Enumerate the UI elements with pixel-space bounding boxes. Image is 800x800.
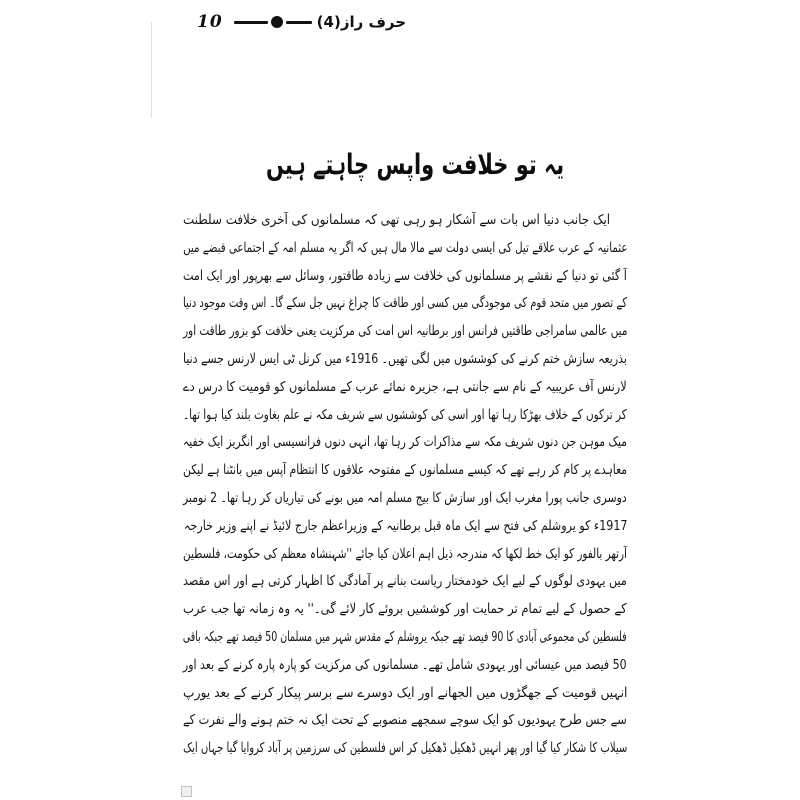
text-line: کے تصور میں متحد قوم کی موجودگی میں کسی اور طاقت کا چراغ نہیں جل سکے گا۔ اس وقت موجود دنیا	[183, 295, 627, 312]
text-line: دوسری جانب پورا مغرب ایک اور سازش کا بیج مسلم امہ میں بونے کی تیاریاں کر رہا تھا۔ 2 نومبر	[183, 489, 627, 506]
text-line: 50 فیصد میں عیسائی اور یہودی شامل تھے۔ مسلمانوں کی مرکزیت کو پارہ پارہ کرنے کے بعد اور	[183, 656, 627, 673]
scan-edge-line	[151, 22, 152, 118]
text-line: سے جس طرح یہودیوں کو ایک سوچے سمجھے منصوبے کے تحت ایک نہ ختم ہونے والے نفرت کے	[183, 712, 627, 729]
text-line: بذریعہ سازش ختم کرنے کی کوششوں میں لگی تھیں۔ 1916ء میں کرنل ٹی ایس لارنس جسے دنیا	[183, 350, 627, 367]
text-line: کے حصول کے لیے تمام تر حمایت اور کوششیں بروئے کار لائے گی۔'' یہ وہ زمانہ تھا جب عرب	[183, 601, 627, 618]
chapter-title-text: یہ تو خلافت واپس چاہتے ہیں	[265, 148, 564, 181]
text-line: ایک جانب دنیا اس بات سے آشکار ہو رہی تھی کہ مسلمانوں کی آخری خلافت سلطنت	[182, 212, 610, 228]
book-title: حرف راز(4)	[316, 13, 407, 31]
text-line: عثمانیہ کے عرب علاقے تیل کی ایسی دولت سے مالا مال ہیں کہ اگر یہ مسلم امہ کے اجتماعی قبضے میں	[182, 239, 627, 256]
text-line: آرتھر بالفور کو ایک خط لکھا کہ مندرجہ ذیل اہم اعلان کیا جائے ''شہنشاہ معظم کی حکومت، فلسطین	[183, 545, 627, 562]
text-line: فلسطین کی مجموعی آبادی کا 90 فیصد تھے جبکہ یروشلم کے مقدس شہر میں مسلمان 50 فیصد تھے جبکہ باقی	[183, 628, 627, 645]
page-number: 10	[197, 12, 223, 32]
text-line: 1917ء کو یروشلم کی فتح سے ایک ماہ قبل برطانیہ کے وزیراعظم جارج لائیڈ نے اپنے وزیر خارجہ	[183, 517, 627, 534]
header-rule-left	[234, 21, 268, 24]
text-line: لارنس آف عریبیہ کے نام سے جانتی ہے، جزیرہ نمائے عرب کے مسلمانوں کو قومیت کا درس دے	[183, 378, 627, 395]
body-paragraph	[183, 205, 627, 761]
text-line: میک موہن جن دنوں شریف مکہ سے مذاکرات کر رہا تھا، انہی دنوں فرانسیسی اور انگریز ایک خفیہ	[183, 434, 627, 451]
text-line: میں عالمی سامراجی طاقتیں فرانس اور برطانیہ اس امت کی مرکزیت یعنی خلافت کو بزور طاقت اور	[182, 323, 627, 340]
text-line: آ گئی تو دنیا کے نقشے پر مسلمانوں کی خلافت سے زیادہ طاقتور، وسائل سے بھرپور اور ایک امت	[183, 267, 627, 284]
text-line: معاہدے پر کام کر رہے تھے کہ کیسے مسلمانوں کے مفتوحہ علاقوں کا انتظام آپس میں بانٹنا ہے لیکن	[182, 462, 627, 479]
text-line: کر ترکوں کے خلاف بھڑکا رہا تھا اور اسی کی کوششوں سے شریف مکہ نے علم بغاوت بلند کیا ہوا تھا۔	[183, 406, 627, 423]
page-header	[197, 10, 408, 34]
chapter-title	[265, 136, 614, 194]
header-rule-right	[286, 21, 312, 24]
header-bullet-icon	[271, 16, 283, 28]
text-line: انہیں قومیت کے جھگڑوں میں الجھانے اور ایک دوسرے سے برسر پیکار کرنے کے بعد یورپ	[182, 684, 627, 701]
text-line: میں یہودی لوگوں کے لیے ایک خودمختار ریاست بنانے پر آمادگی کا اظہار کرتی ہے اور اس مقصد	[183, 573, 627, 590]
text-line: سیلاب کا شکار کیا گیا اور پھر انہیں ڈھکیل ڈھکیل کر اس فلسطین کی سرزمین پر آباد کروایا گیا جہاں ایک	[182, 740, 627, 757]
scan-speck-bottom-left	[181, 786, 192, 797]
